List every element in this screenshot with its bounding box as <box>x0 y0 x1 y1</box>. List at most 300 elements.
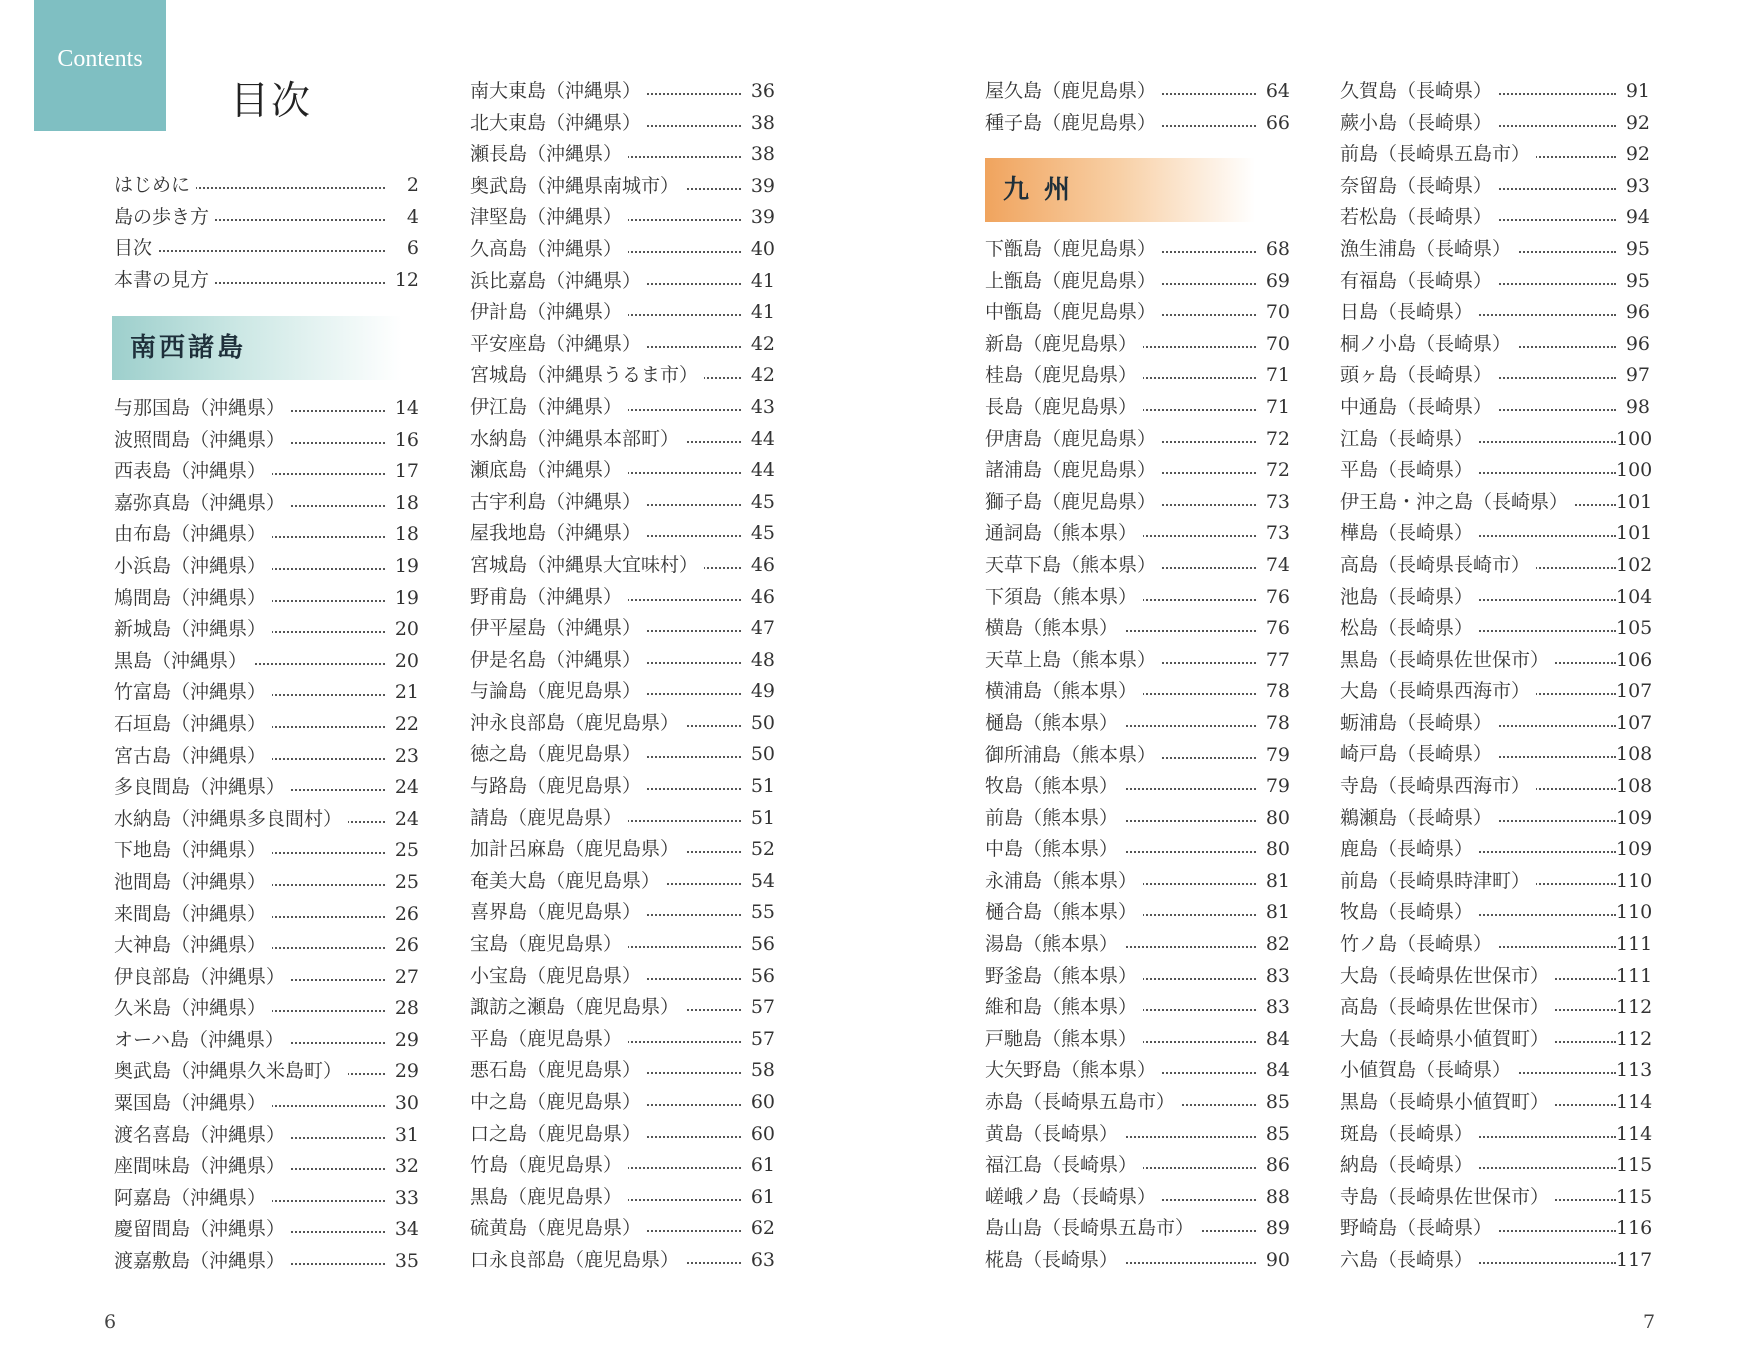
toc-entry-page: 36 <box>741 76 775 108</box>
toc-entry-title: 平島（長崎県） <box>1340 455 1479 487</box>
toc-entry-page: 19 <box>385 551 419 583</box>
toc-entry[interactable] <box>470 1119 775 1151</box>
toc-entry[interactable] <box>470 771 775 803</box>
toc-entry[interactable] <box>470 297 775 329</box>
toc-entry-page: 18 <box>385 519 419 551</box>
toc-entry[interactable] <box>985 550 1290 582</box>
toc-entry[interactable] <box>114 1246 419 1278</box>
toc-entry-page: 49 <box>741 676 775 708</box>
toc-entry-page: 70 <box>1256 329 1290 361</box>
toc-entry-title: 平安座島（沖縄県） <box>470 329 647 361</box>
toc-entry-page: 86 <box>1256 1150 1290 1182</box>
toc-entry[interactable] <box>470 613 775 645</box>
toc-entry[interactable] <box>985 487 1290 519</box>
toc-entry-page: 32 <box>385 1151 419 1183</box>
toc-entry[interactable] <box>470 108 775 140</box>
toc-entry-title: 桐ノ小島（長崎県） <box>1340 329 1517 361</box>
toc-entry[interactable] <box>1340 582 1653 614</box>
toc-entry[interactable] <box>1340 329 1650 361</box>
toc-entry[interactable] <box>470 392 775 424</box>
toc-entry-title: 寺島（長崎県佐世保市） <box>1340 1182 1555 1214</box>
toc-entry-page: 28 <box>385 993 419 1025</box>
toc-entry-page: 42 <box>741 360 775 392</box>
toc-entry-page: 50 <box>741 739 775 771</box>
toc-entry[interactable] <box>114 1151 419 1183</box>
toc-entry-title: 中通島（長崎県） <box>1340 392 1498 424</box>
toc-entry-page: 30 <box>385 1088 419 1120</box>
toc-entry-page: 83 <box>1256 992 1290 1024</box>
toc-entry-title: 由布島（沖縄県） <box>114 519 272 551</box>
toc-entry[interactable] <box>985 1245 1290 1277</box>
toc-entry-page: 115 <box>1616 1182 1650 1214</box>
toc-entry[interactable] <box>1340 266 1650 298</box>
toc-entry-page: 23 <box>385 741 419 773</box>
toc-entry[interactable] <box>470 487 775 519</box>
toc-entry[interactable] <box>1340 866 1653 898</box>
toc-entry-page: 24 <box>385 804 419 836</box>
toc-entry[interactable] <box>1340 1213 1653 1245</box>
toc-entry-page: 62 <box>741 1213 775 1245</box>
toc-entry-page: 48 <box>741 645 775 677</box>
toc-entry-title: 寺島（長崎県西海市） <box>1340 771 1536 803</box>
toc-entry[interactable] <box>470 929 775 961</box>
toc-entry[interactable] <box>985 234 1290 266</box>
toc-entry[interactable] <box>114 233 419 265</box>
toc-entry-page: 101 <box>1616 518 1650 550</box>
toc-entry-page: 89 <box>1256 1213 1290 1245</box>
toc-entry[interactable] <box>985 455 1290 487</box>
toc-entry-title: 桂島（鹿児島県） <box>985 360 1143 392</box>
toc-entry-page: 6 <box>385 233 419 265</box>
toc-entry[interactable] <box>114 930 419 962</box>
toc-entry[interactable] <box>470 803 775 835</box>
toc-entry[interactable] <box>114 456 419 488</box>
toc-entry[interactable] <box>985 929 1290 961</box>
toc-entry-page: 72 <box>1256 455 1290 487</box>
toc-entry-page: 51 <box>741 803 775 835</box>
toc-entry[interactable] <box>470 329 775 361</box>
toc-entry-title: 竹島（鹿児島県） <box>470 1150 628 1182</box>
toc-entry-title: 下甑島（鹿児島県） <box>985 234 1162 266</box>
page-number-left: 6 <box>104 1311 117 1333</box>
toc-entry[interactable] <box>114 519 419 551</box>
toc-entry-title: 頭ヶ島（長崎県） <box>1340 360 1498 392</box>
toc-entry-title: 有福島（長崎県） <box>1340 266 1498 298</box>
contents-tab-label: Contents <box>57 46 143 72</box>
toc-entry[interactable] <box>1340 518 1653 550</box>
toc-entry-title: 湯島（熊本県） <box>985 929 1124 961</box>
toc-entry[interactable] <box>1340 392 1650 424</box>
toc-entry-page: 60 <box>741 1087 775 1119</box>
toc-entry[interactable] <box>470 1150 775 1182</box>
toc-entry[interactable] <box>985 360 1290 392</box>
toc-entry[interactable] <box>470 171 775 203</box>
toc-entry-page: 109 <box>1616 834 1650 866</box>
toc-entry-title: 奥武島（沖縄県久米島町） <box>114 1056 348 1088</box>
toc-entry-title: 中島（熊本県） <box>985 834 1124 866</box>
toc-entry-title: 屋我地島（沖縄県） <box>470 518 647 550</box>
toc-entry-page: 24 <box>385 772 419 804</box>
toc-entry[interactable] <box>1340 297 1650 329</box>
toc-entry[interactable] <box>985 708 1290 740</box>
toc-entry-title: 大島（長崎県西海市） <box>1340 676 1536 708</box>
toc-entry-page: 44 <box>741 424 775 456</box>
toc-entry-page: 43 <box>741 392 775 424</box>
toc-entry[interactable] <box>1340 676 1653 708</box>
toc-entry-title: 与路島（鹿児島県） <box>470 771 647 803</box>
toc-entry-title: 天草下島（熊本県） <box>985 550 1162 582</box>
toc-entry[interactable] <box>1340 108 1650 140</box>
toc-entry-title: 久高島（沖縄県） <box>470 234 628 266</box>
toc-entry-page: 64 <box>1256 76 1290 108</box>
toc-entry[interactable] <box>114 867 419 899</box>
toc-entry-title: 与那国島（沖縄県） <box>114 393 291 425</box>
toc-entry-page: 72 <box>1256 424 1290 456</box>
toc-entry-page: 61 <box>741 1182 775 1214</box>
toc-entry-page: 112 <box>1616 992 1650 1024</box>
toc-entry-title: 南大東島（沖縄県） <box>470 76 647 108</box>
toc-entry[interactable] <box>114 993 419 1025</box>
toc-entry[interactable] <box>114 1183 419 1215</box>
toc-entry[interactable] <box>985 266 1290 298</box>
toc-entry-title: 小宝島（鹿児島県） <box>470 961 647 993</box>
toc-entry[interactable] <box>470 550 775 582</box>
toc-entry[interactable] <box>985 897 1290 929</box>
toc-column-3 <box>985 234 1290 1277</box>
toc-entry-page: 85 <box>1256 1087 1290 1119</box>
toc-entry[interactable] <box>985 297 1290 329</box>
toc-entry[interactable] <box>985 518 1290 550</box>
toc-entry-page: 98 <box>1616 392 1650 424</box>
toc-entry-title: 黄島（長崎県） <box>985 1119 1124 1151</box>
toc-entry-title: 大矢野島（熊本県） <box>985 1055 1162 1087</box>
toc-entry[interactable] <box>985 1055 1290 1087</box>
toc-entry[interactable] <box>114 835 419 867</box>
toc-entry[interactable] <box>985 1119 1290 1151</box>
toc-entry-page: 91 <box>1616 76 1650 108</box>
toc-entry[interactable] <box>1340 139 1650 171</box>
toc-entry-page: 46 <box>741 550 775 582</box>
toc-entry[interactable] <box>985 424 1290 456</box>
toc-entry[interactable] <box>114 551 419 583</box>
toc-entry[interactable] <box>470 76 775 108</box>
toc-entry[interactable] <box>1340 171 1650 203</box>
toc-entry-title: 石垣島（沖縄県） <box>114 709 272 741</box>
toc-entry[interactable] <box>1340 929 1653 961</box>
toc-entry[interactable] <box>470 708 775 740</box>
toc-entry[interactable] <box>470 992 775 1024</box>
toc-entry[interactable] <box>1340 1182 1653 1214</box>
toc-entry[interactable] <box>985 771 1290 803</box>
toc-entry-page: 19 <box>385 583 419 615</box>
toc-entry-page: 92 <box>1616 139 1650 171</box>
toc-entry[interactable] <box>470 897 775 929</box>
toc-entry-page: 45 <box>741 487 775 519</box>
toc-entry[interactable] <box>114 583 419 615</box>
toc-entry-page: 21 <box>385 677 419 709</box>
toc-entry-title: 大島（長崎県小値賀町） <box>1340 1024 1555 1056</box>
toc-entry-page: 78 <box>1256 708 1290 740</box>
toc-entry-title: 野甫島（沖縄県） <box>470 582 628 614</box>
toc-entry[interactable] <box>1340 424 1653 456</box>
toc-entry-title: 永浦島（熊本県） <box>985 866 1143 898</box>
toc-entry-title: 伊計島（沖縄県） <box>470 297 628 329</box>
toc-entry-page: 76 <box>1256 582 1290 614</box>
toc-entry-page: 51 <box>741 771 775 803</box>
toc-entry[interactable] <box>985 740 1290 772</box>
toc-entry-page: 77 <box>1256 645 1290 677</box>
toc-entry[interactable] <box>114 899 419 931</box>
toc-entry-title: 徳之島（鹿児島県） <box>470 739 647 771</box>
toc-entry-title: 日島（長崎県） <box>1340 297 1479 329</box>
toc-entry-page: 71 <box>1256 360 1290 392</box>
page-title: 目次 <box>230 79 313 124</box>
toc-entry[interactable] <box>114 1120 419 1152</box>
toc-entry[interactable] <box>470 834 775 866</box>
toc-entry-page: 63 <box>741 1245 775 1277</box>
toc-entry[interactable] <box>985 392 1290 424</box>
toc-entry-title: 高島（長崎県佐世保市） <box>1340 992 1555 1024</box>
toc-entry[interactable] <box>470 266 775 298</box>
toc-entry-title: 久米島（沖縄県） <box>114 993 272 1025</box>
toc-entry[interactable] <box>1340 76 1650 108</box>
toc-entry-page: 80 <box>1256 803 1290 835</box>
toc-entry-title: 横浦島（熊本県） <box>985 676 1143 708</box>
toc-entry[interactable] <box>470 1055 775 1087</box>
toc-entry-title: 島の歩き方 <box>114 202 215 234</box>
toc-entry[interactable] <box>470 518 775 550</box>
toc-entry[interactable] <box>1340 202 1650 234</box>
toc-entry[interactable] <box>470 424 775 456</box>
toc-entry-title: 伊良部島（沖縄県） <box>114 962 291 994</box>
toc-entry[interactable] <box>470 202 775 234</box>
toc-entry-page: 40 <box>741 234 775 266</box>
toc-entry-page: 110 <box>1616 866 1650 898</box>
toc-entry-title: 維和島（熊本県） <box>985 992 1143 1024</box>
toc-entry[interactable] <box>1340 487 1653 519</box>
toc-entry-page: 100 <box>1616 455 1650 487</box>
toc-entry[interactable] <box>1340 961 1653 993</box>
toc-entry[interactable] <box>985 961 1290 993</box>
toc-entry[interactable] <box>114 741 419 773</box>
toc-entry-page: 113 <box>1616 1055 1650 1087</box>
toc-entry-page: 16 <box>385 425 419 457</box>
toc-entry[interactable] <box>114 425 419 457</box>
toc-column-2 <box>470 76 775 1277</box>
toc-entry-title: 嵯峨ノ島（長崎県） <box>985 1182 1162 1214</box>
toc-entry-page: 102 <box>1616 550 1650 582</box>
toc-entry-title: 小値賀島（長崎県） <box>1340 1055 1517 1087</box>
contents-tab <box>34 0 166 131</box>
toc-entry[interactable] <box>985 1087 1290 1119</box>
toc-entry[interactable] <box>1340 992 1653 1024</box>
toc-entry-page: 90 <box>1256 1245 1290 1277</box>
toc-entry[interactable] <box>985 1024 1290 1056</box>
toc-column-3-top <box>985 76 1290 139</box>
toc-entry[interactable] <box>114 1056 419 1088</box>
toc-entry[interactable] <box>1340 897 1653 929</box>
toc-entry[interactable] <box>985 676 1290 708</box>
toc-entry[interactable] <box>985 803 1290 835</box>
toc-entry[interactable] <box>470 1213 775 1245</box>
toc-entry[interactable] <box>1340 645 1653 677</box>
toc-entry[interactable] <box>985 108 1290 140</box>
toc-entry[interactable] <box>114 1025 419 1057</box>
toc-entry[interactable] <box>470 1245 775 1277</box>
toc-entry[interactable] <box>470 455 775 487</box>
toc-entry[interactable] <box>1340 739 1653 771</box>
toc-entry-title: 池間島（沖縄県） <box>114 867 272 899</box>
toc-entry-title: 鳩間島（沖縄県） <box>114 583 272 615</box>
toc-entry[interactable] <box>985 866 1290 898</box>
toc-entry-title: 波照間島（沖縄県） <box>114 425 291 457</box>
toc-entry-title: 新島（鹿児島県） <box>985 329 1143 361</box>
toc-entry-page: 117 <box>1616 1245 1650 1277</box>
toc-entry-title: 水納島（沖縄県本部町） <box>470 424 685 456</box>
toc-entry-title: 樋島（熊本県） <box>985 708 1124 740</box>
toc-entry[interactable] <box>470 234 775 266</box>
toc-entry-page: 31 <box>385 1120 419 1152</box>
toc-entry-page: 95 <box>1616 234 1650 266</box>
toc-entry[interactable] <box>985 76 1290 108</box>
toc-entry[interactable] <box>985 1182 1290 1214</box>
toc-entry[interactable] <box>1340 834 1653 866</box>
toc-entry-page: 47 <box>741 613 775 645</box>
toc-entry-page: 41 <box>741 266 775 298</box>
toc-entry[interactable] <box>114 488 419 520</box>
toc-entry-page: 41 <box>741 297 775 329</box>
toc-entry[interactable] <box>114 677 419 709</box>
intro-list <box>114 170 419 296</box>
toc-entry[interactable] <box>470 645 775 677</box>
toc-entry[interactable] <box>1340 455 1653 487</box>
toc-entry[interactable] <box>470 360 775 392</box>
toc-entry-title: 古宇利島（沖縄県） <box>470 487 647 519</box>
toc-entry[interactable] <box>470 1024 775 1056</box>
toc-entry-title: 諏訪之瀬島（鹿児島県） <box>470 992 685 1024</box>
toc-entry[interactable] <box>114 1088 419 1120</box>
toc-entry[interactable] <box>985 834 1290 866</box>
toc-entry-page: 108 <box>1616 739 1650 771</box>
toc-entry[interactable] <box>114 709 419 741</box>
toc-entry[interactable] <box>114 646 419 678</box>
toc-entry[interactable] <box>470 139 775 171</box>
toc-entry-title: 前島（熊本県） <box>985 803 1124 835</box>
toc-entry[interactable] <box>1340 1055 1653 1087</box>
toc-entry-page: 20 <box>385 646 419 678</box>
toc-entry-title: 御所浦島（熊本県） <box>985 740 1162 772</box>
toc-entry-page: 83 <box>1256 961 1290 993</box>
toc-entry[interactable] <box>1340 803 1653 835</box>
toc-entry-title: 宮城島（沖縄県大宜味村） <box>470 550 704 582</box>
toc-entry-page: 84 <box>1256 1055 1290 1087</box>
toc-entry[interactable] <box>470 582 775 614</box>
toc-entry[interactable] <box>470 866 775 898</box>
toc-entry-title: 伊王島・沖之島（長崎県） <box>1340 487 1574 519</box>
toc-entry-title: 牧島（長崎県） <box>1340 897 1479 929</box>
toc-entry[interactable] <box>1340 1087 1653 1119</box>
toc-entry-page: 96 <box>1616 329 1650 361</box>
toc-entry-page: 70 <box>1256 297 1290 329</box>
toc-entry-page: 93 <box>1616 171 1650 203</box>
toc-entry[interactable] <box>114 772 419 804</box>
toc-entry-page: 26 <box>385 899 419 931</box>
toc-entry-page: 44 <box>741 455 775 487</box>
toc-entry[interactable] <box>985 329 1290 361</box>
toc-entry[interactable] <box>985 613 1290 645</box>
toc-entry[interactable] <box>1340 771 1653 803</box>
toc-entry-page: 39 <box>741 202 775 234</box>
toc-entry-page: 56 <box>741 929 775 961</box>
toc-entry[interactable] <box>985 645 1290 677</box>
toc-entry-title: 戸馳島（熊本県） <box>985 1024 1143 1056</box>
toc-entry-title: オーハ島（沖縄県） <box>114 1025 290 1057</box>
toc-entry[interactable] <box>1340 360 1650 392</box>
toc-entry-title: 下地島（沖縄県） <box>114 835 272 867</box>
toc-entry-page: 104 <box>1616 582 1650 614</box>
toc-entry-page: 26 <box>385 930 419 962</box>
toc-entry[interactable] <box>1340 708 1653 740</box>
toc-entry[interactable] <box>114 614 419 646</box>
toc-entry-page: 33 <box>385 1183 419 1215</box>
toc-entry[interactable] <box>1340 1245 1653 1277</box>
toc-entry[interactable] <box>114 265 419 297</box>
toc-entry-title: 下須島（熊本県） <box>985 582 1143 614</box>
toc-entry[interactable] <box>470 961 775 993</box>
toc-entry[interactable] <box>114 1214 419 1246</box>
toc-entry[interactable] <box>114 202 419 234</box>
toc-entry-page: 107 <box>1616 708 1650 740</box>
toc-entry-page: 34 <box>385 1214 419 1246</box>
toc-entry[interactable] <box>114 804 419 836</box>
toc-entry-title: 野釜島（熊本県） <box>985 961 1143 993</box>
toc-entry[interactable] <box>114 962 419 994</box>
toc-entry[interactable] <box>1340 550 1653 582</box>
toc-entry[interactable] <box>1340 1024 1653 1056</box>
toc-entry-page: 101 <box>1616 487 1650 519</box>
toc-entry-title: 竹富島（沖縄県） <box>114 677 272 709</box>
toc-entry[interactable] <box>985 1213 1290 1245</box>
toc-entry[interactable] <box>985 1150 1290 1182</box>
toc-entry[interactable] <box>985 992 1290 1024</box>
toc-entry-page: 17 <box>385 456 419 488</box>
toc-entry-title: 与論島（鹿児島県） <box>470 676 647 708</box>
toc-entry[interactable] <box>1340 613 1653 645</box>
toc-entry[interactable] <box>470 1087 775 1119</box>
toc-entry[interactable] <box>985 582 1290 614</box>
toc-entry-page: 109 <box>1616 803 1650 835</box>
toc-entry-page: 97 <box>1616 360 1650 392</box>
toc-entry-title: 黒島（鹿児島県） <box>470 1182 628 1214</box>
toc-entry-title: 野崎島（長崎県） <box>1340 1213 1498 1245</box>
toc-entry-title: 奈留島（長崎県） <box>1340 171 1498 203</box>
toc-entry[interactable] <box>470 676 775 708</box>
toc-entry[interactable] <box>470 739 775 771</box>
toc-entry[interactable] <box>1340 1119 1653 1151</box>
toc-entry-page: 42 <box>741 329 775 361</box>
toc-entry[interactable] <box>114 393 419 425</box>
toc-entry[interactable] <box>114 170 419 202</box>
toc-entry[interactable] <box>1340 1150 1653 1182</box>
toc-entry-page: 88 <box>1256 1182 1290 1214</box>
toc-entry-title: 請島（鹿児島県） <box>470 803 628 835</box>
toc-entry-page: 105 <box>1616 613 1650 645</box>
toc-entry[interactable] <box>1340 234 1650 266</box>
toc-entry-title: 高島（長崎県長崎市） <box>1340 550 1536 582</box>
toc-entry-title: 粟国島（沖縄県） <box>114 1088 272 1120</box>
toc-entry-title: 椛島（長崎県） <box>985 1245 1124 1277</box>
toc-entry[interactable] <box>470 1182 775 1214</box>
